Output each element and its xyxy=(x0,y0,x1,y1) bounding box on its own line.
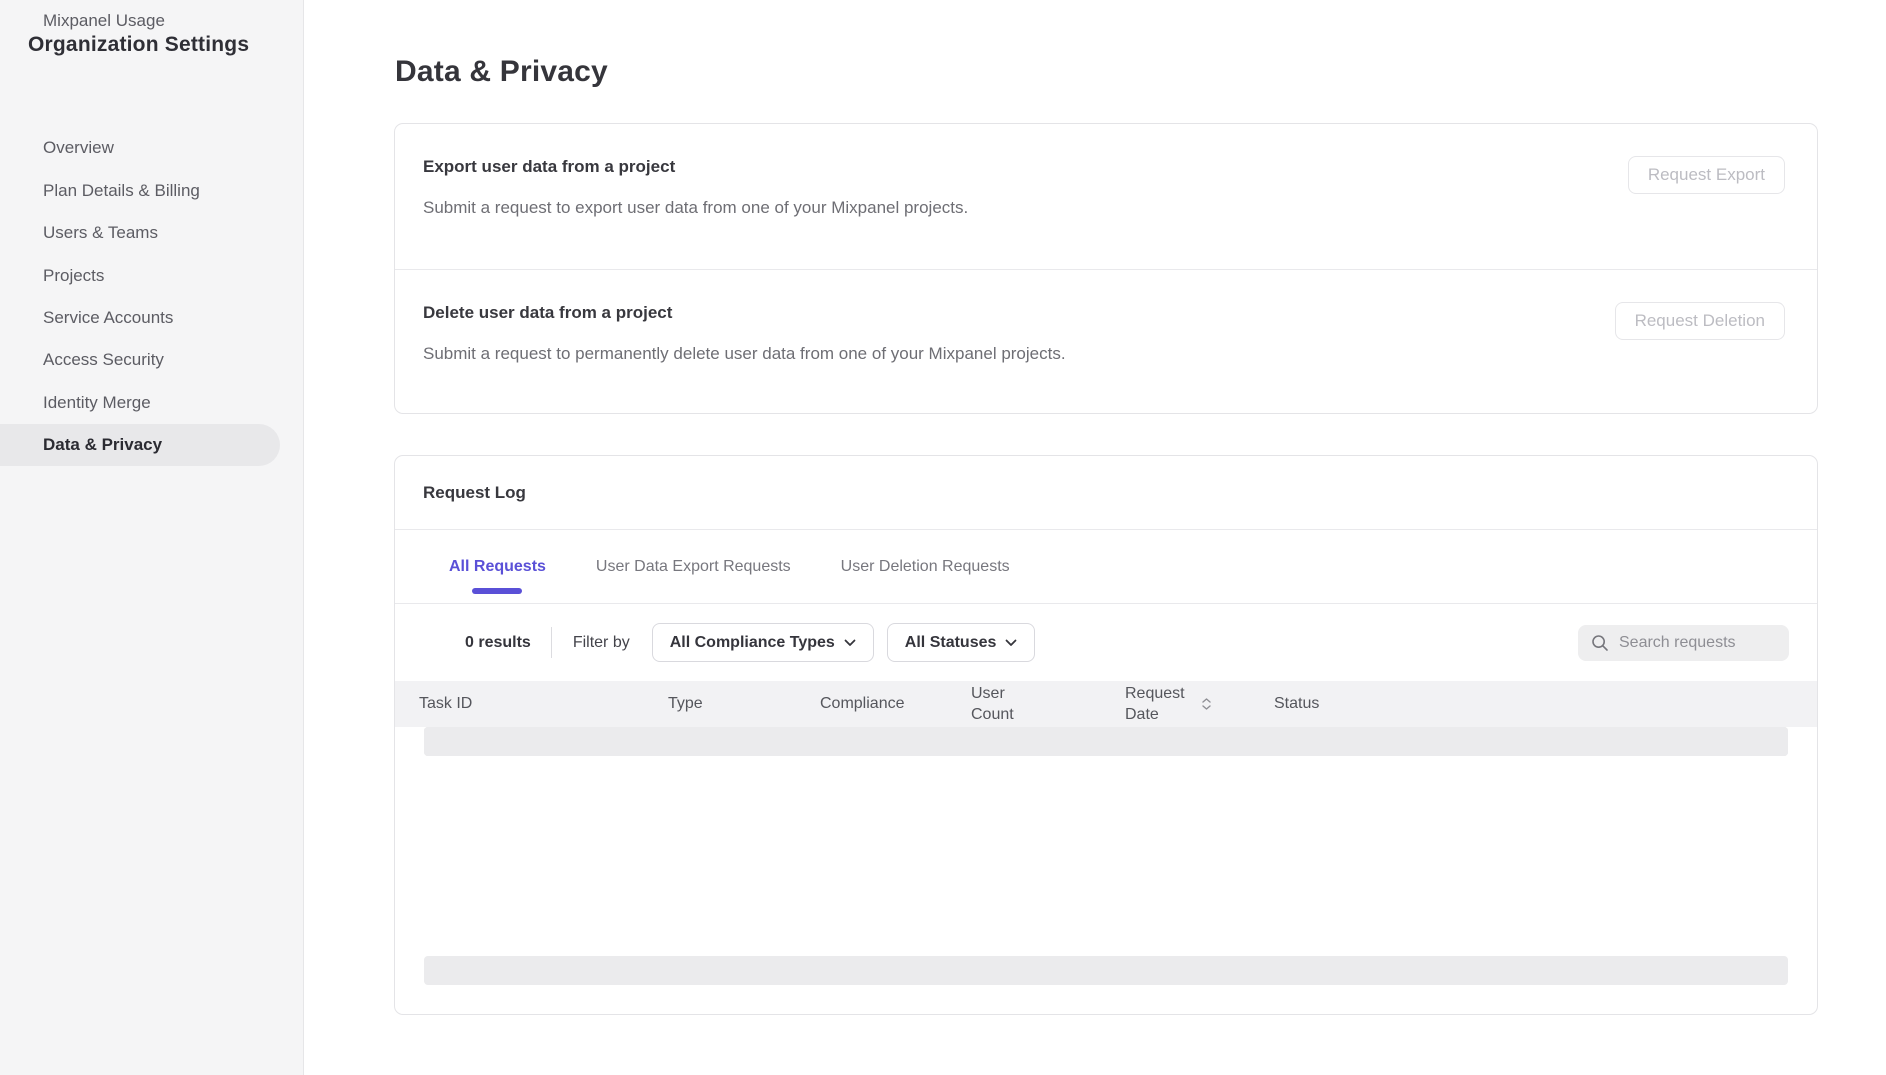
sidebar-item-data-privacy[interactable]: Data & Privacy xyxy=(0,424,280,466)
filter-by-label: Filter by xyxy=(572,633,630,651)
tab-user-data-export-requests[interactable] xyxy=(596,530,791,604)
column-header-request-date xyxy=(1125,683,1274,725)
sort-icon[interactable] xyxy=(1202,698,1211,710)
compliance-types-dropdown[interactable] xyxy=(652,623,874,662)
sidebar-item-identity-merge[interactable]: Identity Merge xyxy=(43,393,151,412)
request-log-header xyxy=(395,456,1817,530)
chevron-down-icon xyxy=(1005,634,1017,652)
search-requests-input[interactable] xyxy=(1578,625,1789,661)
vertical-divider xyxy=(551,627,552,658)
skeleton-row xyxy=(424,727,1788,756)
request-log-card xyxy=(394,455,1818,1015)
sidebar-item-access-security[interactable]: Access Security xyxy=(43,350,164,369)
page-title: Data & Privacy xyxy=(395,55,608,88)
request-deletion-button[interactable]: Request Deletion xyxy=(1615,302,1785,340)
sidebar-title: Organization Settings xyxy=(28,33,250,56)
export-user-data-section xyxy=(395,124,1817,269)
request-export-button[interactable]: Request Export xyxy=(1628,156,1785,194)
compliance-types-dropdown-value: All Compliance Types xyxy=(669,633,835,651)
data-actions-card xyxy=(394,123,1818,414)
tab-user-deletion-requests[interactable] xyxy=(841,530,1010,604)
sidebar-item-users-teams[interactable]: Users & Teams xyxy=(43,223,158,242)
skeleton-row xyxy=(424,956,1788,985)
request-log-table-header xyxy=(395,681,1817,727)
column-header-task-id: Task ID xyxy=(419,695,473,712)
filter-toolbar xyxy=(395,604,1817,681)
delete-user-data-section xyxy=(395,269,1817,414)
search-icon xyxy=(1591,634,1609,657)
tab-all-requests[interactable] xyxy=(449,530,546,604)
statuses-dropdown-value: All Statuses xyxy=(904,633,997,651)
column-header-type: Type xyxy=(668,695,703,712)
tab-user-data-export-requests-label: User Data Export Requests xyxy=(595,557,791,575)
statuses-dropdown[interactable] xyxy=(887,623,1036,662)
column-header-user-count xyxy=(971,683,1125,725)
search-requests-field xyxy=(1578,625,1789,661)
organization-settings-sidebar xyxy=(0,0,304,1075)
tab-user-deletion-requests-label: User Deletion Requests xyxy=(840,557,1010,575)
results-count: 0 results xyxy=(465,633,531,651)
column-header-compliance: Compliance xyxy=(820,695,905,712)
sidebar-item-service-accounts[interactable]: Service Accounts xyxy=(43,308,174,327)
column-header-request-date-label: Request Date xyxy=(1125,685,1185,723)
sidebar-item-mixpanel-usage[interactable]: Mixpanel Usage xyxy=(43,11,165,30)
column-header-user-count-label: User Count xyxy=(971,685,1014,723)
tab-all-requests-label: All Requests xyxy=(449,557,546,575)
sidebar-item-projects[interactable]: Projects xyxy=(43,266,105,285)
column-header-status: Status xyxy=(1274,695,1320,712)
chevron-down-icon xyxy=(844,634,856,652)
delete-section-description: Submit a request to permanently delete user data from one of your Mixpanel projects. xyxy=(423,344,1066,363)
request-log-tabs xyxy=(395,530,1817,604)
sidebar-item-overview[interactable]: Overview xyxy=(43,138,114,157)
sidebar-item-plan-details-billing[interactable]: Plan Details & Billing xyxy=(43,181,200,200)
request-log-title: Request Log xyxy=(423,483,526,502)
delete-section-title: Delete user data from a project xyxy=(423,303,673,322)
active-tab-underline xyxy=(472,588,522,594)
export-section-description: Submit a request to export user data from one of your Mixpanel projects. xyxy=(423,198,969,217)
export-section-title: Export user data from a project xyxy=(423,157,676,176)
